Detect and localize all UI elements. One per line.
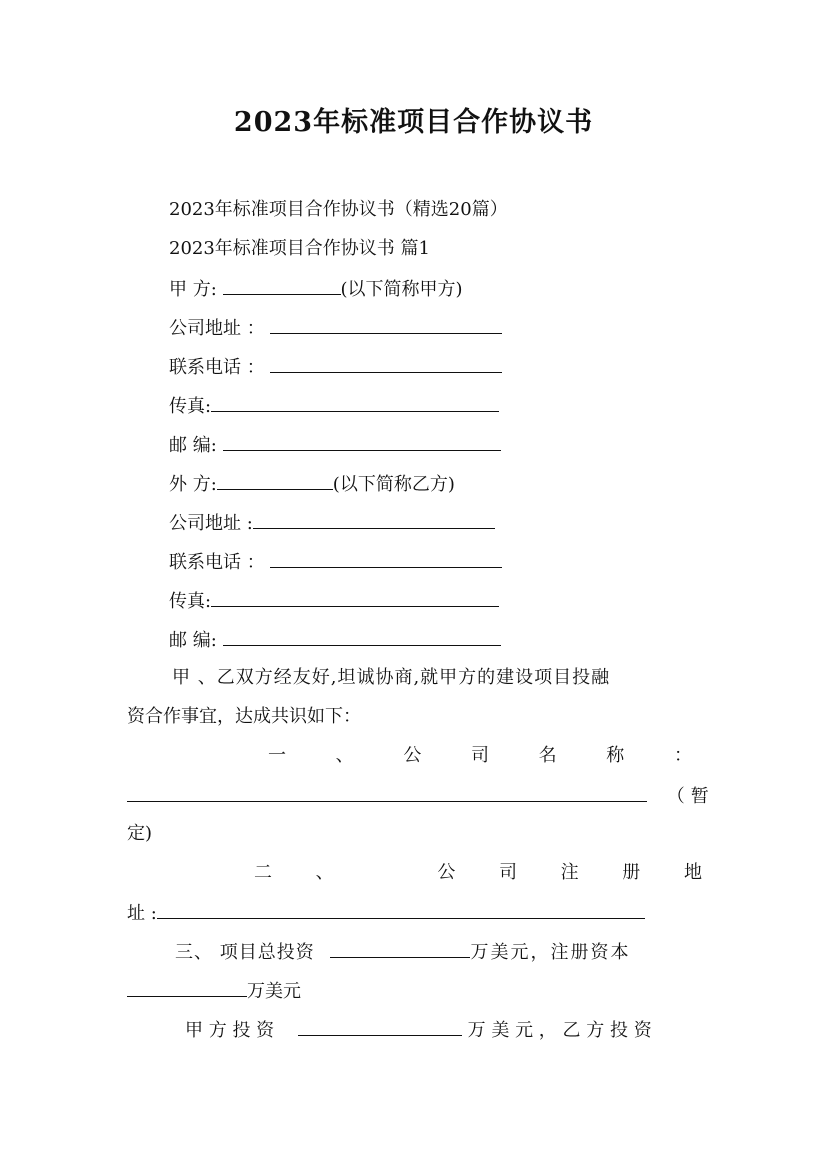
item-4-mid: 万 美 元 ， 乙 方 投 资 — [467, 1020, 652, 1041]
item-3-mid: 万美元，注册资本 — [470, 942, 631, 963]
intro-line-2: 资合作事宜，达成共识如下： — [127, 706, 361, 727]
document-title: 2023年标准项目合作协议书 — [233, 107, 594, 138]
item-2-char: 司 — [498, 862, 517, 883]
item-2-label: 址 : — [127, 903, 157, 924]
document-subtitle: 2023年标准项目合作协议书（精选20篇） — [169, 199, 508, 220]
party-a-postcode-blank[interactable] — [223, 432, 501, 451]
party-a-fax-blank[interactable] — [211, 393, 499, 412]
company-name-blank[interactable] — [127, 783, 647, 802]
party-a-fax-row — [169, 393, 499, 417]
company-address-blank[interactable] — [157, 900, 645, 919]
item-1-heading — [268, 744, 692, 768]
item-2-char: 册 — [622, 862, 641, 883]
party-a-fax-label: 传真: — [169, 396, 212, 417]
item-2-address-row — [127, 900, 645, 926]
item-2-char: 、 — [315, 862, 334, 883]
item-1-blank-row — [127, 783, 715, 809]
party-b-fax-label: 传真: — [169, 591, 212, 612]
party-b-fax-row — [169, 588, 499, 612]
item-2-heading — [254, 861, 702, 885]
party-b-postcode-row — [169, 627, 501, 651]
party-a-address-blank[interactable] — [270, 315, 502, 334]
party-b-name-blank[interactable] — [217, 471, 333, 490]
party-a-name-suffix: (以下简称甲方) — [340, 279, 463, 300]
item-3-end: 万美元 — [247, 981, 301, 1002]
item-1-end: 定) — [127, 823, 153, 844]
party-a-address-row — [169, 315, 502, 339]
item-1-char: 、 — [335, 745, 354, 766]
registered-capital-blank[interactable] — [127, 978, 247, 997]
party-b-fax-blank[interactable] — [211, 588, 499, 607]
item-2-char: 公 — [437, 862, 456, 883]
party-b-postcode-label: 邮 编: — [169, 630, 217, 651]
item-2-char: 地 — [683, 862, 702, 883]
party-a-name-row — [169, 276, 463, 300]
party-a-postcode-label: 邮 编: — [169, 435, 217, 456]
total-investment-blank[interactable] — [330, 939, 470, 958]
party-b-name-suffix: (以下简称乙方) — [332, 474, 455, 495]
party-a-postcode-row — [169, 432, 501, 456]
item-1-char: 称 — [606, 745, 625, 766]
party-b-name-row — [169, 471, 455, 495]
party-b-postcode-blank[interactable] — [223, 627, 501, 646]
item-2-char: 二 — [254, 862, 272, 883]
party-a-address-label: 公司地址 ： — [169, 318, 265, 339]
item-1-suffix: （暂 — [666, 786, 715, 807]
party-a-name-label: 甲 方: — [169, 279, 217, 300]
party-b-phone-label: 联系电话 ： — [169, 552, 265, 573]
party-a-phone-label: 联系电话 ： — [169, 357, 265, 378]
item-2-char: 注 — [560, 862, 579, 883]
party-a-phone-row — [169, 354, 502, 378]
item-1-char: 一 — [268, 745, 286, 766]
party-b-address-label: 公司地址 : — [169, 513, 253, 534]
item-1-char: ： — [673, 745, 692, 766]
party-b-address-row — [169, 510, 495, 534]
item-4-row — [185, 1017, 652, 1043]
item-1-char: 名 — [538, 745, 557, 766]
chapter-heading: 2023年标准项目合作协议书 篇1 — [169, 238, 430, 259]
party-b-phone-blank[interactable] — [270, 549, 502, 568]
item-4-prefix: 甲 方 投 资 — [185, 1020, 275, 1041]
item-1-char: 公 — [403, 745, 422, 766]
party-b-address-blank[interactable] — [253, 510, 495, 529]
party-b-name-label: 外 方: — [169, 474, 217, 495]
intro-line-1: 甲 、乙双方经友好,坦诚协商,就甲方的建设项目投融 — [172, 667, 611, 688]
party-a-phone-blank[interactable] — [270, 354, 502, 373]
party-a-investment-blank[interactable] — [298, 1017, 462, 1036]
party-a-name-blank[interactable] — [223, 276, 341, 295]
item-1-char: 司 — [470, 745, 489, 766]
party-b-phone-row — [169, 549, 502, 573]
item-3-capital-row — [127, 978, 301, 1004]
item-3-row — [175, 939, 630, 965]
item-3-prefix: 三、 项目总投资 — [175, 942, 315, 963]
